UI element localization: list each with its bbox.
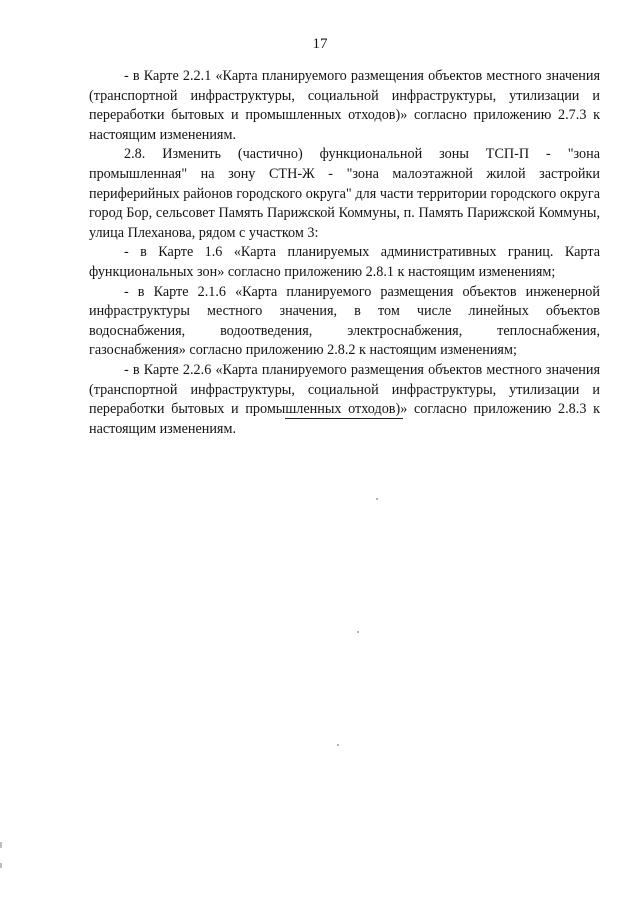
paragraph-map-2-2-6: - в Карте 2.2.6 «Карта планируемого размещения объектов местного значения (транспортной инфраструктуры, социальной инфраструктуры, утилизации и переработки бытовых и промышленных отходов)» согласно приложению 2.8.3 к настоящим изменениям. — [89, 361, 600, 437]
scan-speck — [337, 744, 339, 746]
scan-speck — [357, 631, 359, 633]
paragraph-map-2-1-6: - в Карте 2.1.6 «Карта планируемого размещения объектов инженерной инфраструктуры местного значения, в том числе линейных объектов водоснабжения, водоотведения, электроснабжения, теплоснабжения, газоснабжения» согласно приложению 2.8.2 к настоящим изменениям; — [89, 283, 600, 359]
paragraph-map-1-6: - в Карте 1.6 «Карта планируемых административных границ. Карта функциональных зон» согласно приложению 2.8.1 к настоящим изменениям; — [89, 244, 600, 280]
scan-edge-mark — [0, 842, 2, 848]
scan-speck — [376, 498, 378, 500]
paragraph-section-2-8: 2.8. Изменить (частично) функциональной зоны ТСП-П - "зона промышленная" на зону СТН-Ж - "зона малоэтажной жилой застройки периферийных районов городского округа" для части территории городского округа город Бор, сельсовет Память Парижской Коммуны, п. Память Парижской Коммуны, улица Плеханова, рядом с участком 3: — [89, 146, 600, 241]
document-body — [89, 67, 600, 439]
end-divider-line — [285, 418, 403, 419]
paragraph-map-2-2-1: - в Карте 2.2.1 «Карта планируемого размещения объектов местного значения (транспортной инфраструктуры, социальной инфраструктуры, утилизации и переработки бытовых и промышленных отходов)» согласно приложению 2.7.3 к настоящим изменениям. — [89, 68, 600, 143]
page-number: 17 — [312, 36, 328, 52]
scan-edge-mark — [0, 863, 2, 868]
